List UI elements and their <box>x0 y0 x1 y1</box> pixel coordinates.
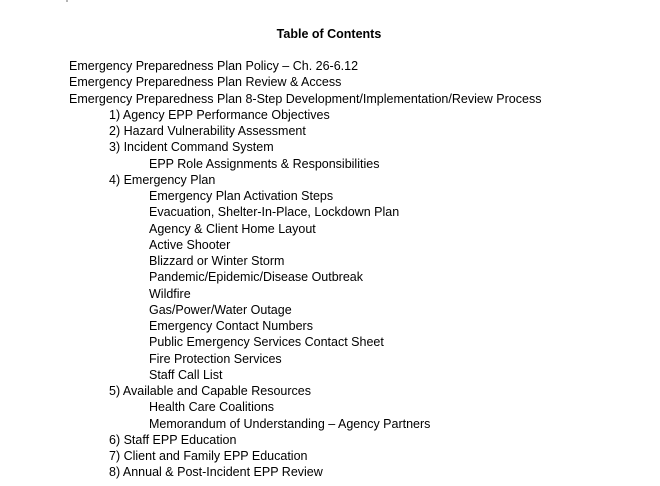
toc-entry: Public Emergency Services Contact Sheet <box>149 335 384 350</box>
toc-entry: 6) Staff EPP Education <box>109 432 237 447</box>
toc-entry: Staff Call List <box>149 367 223 382</box>
toc-entry: Emergency Preparedness Plan 8-Step Development/Implementation/Review Process <box>69 91 542 106</box>
toc-entry: Emergency Preparedness Plan Review & Access <box>69 75 342 90</box>
toc-title: Table of Contents <box>276 27 382 41</box>
toc-entry: Fire Protection Services <box>149 351 282 366</box>
toc-entry: 2) Hazard Vulnerability Assessment <box>109 124 306 138</box>
toc-entry: 1) Agency EPP Performance Objectives <box>109 107 330 122</box>
toc-entry: Wildfire <box>149 286 191 301</box>
toc-entry: Blizzard or Winter Storm <box>149 254 285 268</box>
toc-entry: Emergency Contact Numbers <box>149 319 313 333</box>
toc-entry: Health Care Coalitions <box>149 400 275 415</box>
toc-entry: 8) Annual & Post-Incident EPP Review <box>109 465 323 480</box>
toc-entry: 5) Available and Capable Resources <box>109 384 311 398</box>
toc-entry: Evacuation, Shelter-In-Place, Lockdown Plan <box>149 205 400 220</box>
toc-entry: Active Shooter <box>149 237 231 252</box>
toc-entry: 4) Emergency Plan <box>109 172 216 187</box>
toc-entry: 7) Client and Family EPP Education <box>109 449 308 463</box>
toc-entry: Memorandum of Understanding – Agency Partners <box>149 416 431 431</box>
toc-list <box>69 58 654 481</box>
toc-entry: Agency & Client Home Layout <box>149 221 316 236</box>
toc-entry: Emergency Plan Activation Steps <box>149 189 334 203</box>
toc-entry: Gas/Power/Water Outage <box>149 302 292 317</box>
toc-entry: EPP Role Assignments & Responsibilities <box>149 156 380 171</box>
page-edge-mark <box>66 0 68 2</box>
toc-entry: Pandemic/Epidemic/Disease Outbreak <box>149 270 363 285</box>
toc-entry: 3) Incident Command System <box>109 140 274 155</box>
toc-entry: Emergency Preparedness Plan Policy – Ch. 26-6.12 <box>69 59 359 73</box>
